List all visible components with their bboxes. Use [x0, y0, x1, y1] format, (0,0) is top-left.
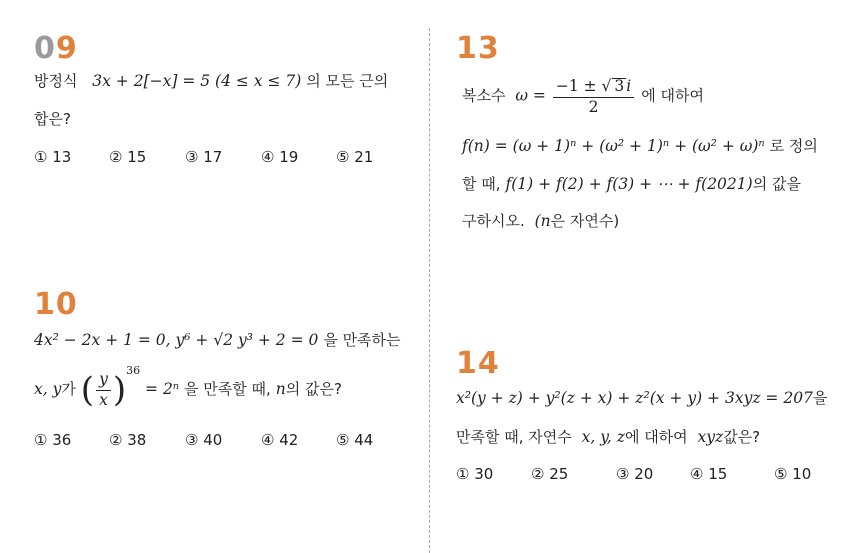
choice-4[interactable]: ④ 42 [261, 431, 299, 449]
q10-exponent: 36 [126, 363, 141, 377]
choice-1[interactable]: ① 36 [34, 431, 72, 449]
fraction-numerator: y [96, 372, 111, 391]
q13-fraction [553, 78, 634, 115]
q14-line2 [456, 430, 760, 446]
q14-particle: 을 [812, 389, 828, 407]
q13-line3 [462, 177, 801, 193]
q14-vars: x, y, z [581, 428, 625, 446]
q13-text-lead: 할 때, [462, 175, 501, 193]
choice-3[interactable]: ③ 40 [185, 431, 223, 449]
q13-line1 [462, 78, 704, 115]
choice-3[interactable]: ③ 17 [185, 148, 223, 166]
q13-line2 [462, 139, 818, 155]
imaginary-unit: i [626, 77, 632, 95]
q10-text-tail: 을 만족하는 [323, 331, 401, 349]
q14-product: xyz [697, 428, 724, 446]
choice-3[interactable]: ③ 20 [616, 465, 654, 483]
choice-5[interactable]: ⑤ 10 [774, 465, 812, 483]
question-number-digit: 9 [55, 31, 78, 66]
choice-1[interactable]: ① 13 [34, 148, 72, 166]
q13-text-label: 복소수 [462, 86, 506, 105]
choice-2[interactable]: ② 15 [109, 148, 147, 166]
choice-5[interactable]: ⑤ 21 [336, 148, 374, 166]
numerator-part: −1 ± [555, 77, 597, 95]
q09-text-label: 방정식 [34, 72, 78, 90]
q10-n: n [275, 380, 286, 398]
q13-text-tail3: 의 값을 [752, 175, 801, 193]
q13-text-tail2: 로 정의 [769, 137, 818, 155]
question-number-10: 10 [34, 287, 78, 322]
q13-condition: 은 자연수) [550, 212, 620, 230]
q10-vars: x, y [34, 380, 62, 398]
q10-particle: 가 [61, 380, 76, 398]
choice-4[interactable]: ④ 19 [261, 148, 299, 166]
q14-text-mid: 에 대하여 [624, 428, 688, 446]
choice-4[interactable]: ④ 15 [690, 465, 728, 483]
q10-fraction [96, 372, 111, 408]
q14-equation: x²(y + z) + y²(z + x) + z²(x + y) + 3xyz = 207 [456, 389, 813, 407]
question-number-13: 13 [456, 31, 500, 66]
q13-sum: f(1) + f(2) + f(3) + ⋯ + f(2021) [505, 175, 753, 193]
fraction-numerator: −1 ± √ 3 i [553, 78, 634, 98]
fraction-denominator: x [99, 390, 108, 409]
q09-equation: 3x + 2[−x] = 5 (4 ≤ x ≤ 7) [92, 72, 302, 90]
q10-line2: x, y가 ( $\frac{y}{x}$ )$^{36}$ = 2ⁿ 을 만족할 때, n의 값은? [34, 363, 342, 410]
q10-rhs: = 2ⁿ [145, 380, 180, 398]
q10-text-mid: 을 만족할 때, [184, 380, 271, 398]
q13-text-tail: 에 대하여 [641, 86, 704, 105]
q13-instruction: 구하시오. [462, 212, 525, 230]
q14-question: 값은? [723, 428, 761, 446]
q10-line1 [34, 333, 401, 349]
q09-line2: 합은? [34, 110, 71, 128]
fraction-denominator: 2 [588, 97, 599, 116]
q10-text-tail2: 의 값은? [285, 380, 342, 398]
q13-n: (n [534, 212, 551, 230]
column-divider [429, 28, 430, 553]
q09-text-tail: 의 모든 근의 [306, 72, 389, 90]
question-number-09 [34, 31, 78, 66]
q09-line1 [34, 74, 388, 90]
q14-line1 [456, 391, 827, 407]
q14-text-lead: 만족할 때, 자연수 [456, 428, 572, 446]
question-number-zero: 0 [34, 31, 56, 66]
q13-line4 [462, 214, 619, 230]
choice-1[interactable]: ① 30 [456, 465, 494, 483]
q10-equation: 4x² − 2x + 1 = 0, y⁶ + √2 y³ + 2 = 0 [34, 331, 319, 349]
choice-2[interactable]: ② 25 [531, 465, 569, 483]
sqrt-radicand: 3 [614, 77, 625, 95]
q13-omega: ω = [515, 86, 546, 105]
q13-function-def: f(n) = (ω + 1)ⁿ + (ω² + 1)ⁿ + (ω² + ω)ⁿ [462, 137, 765, 155]
choice-2[interactable]: ② 38 [109, 431, 147, 449]
question-number-14: 14 [456, 346, 500, 381]
choice-5[interactable]: ⑤ 44 [336, 431, 374, 449]
